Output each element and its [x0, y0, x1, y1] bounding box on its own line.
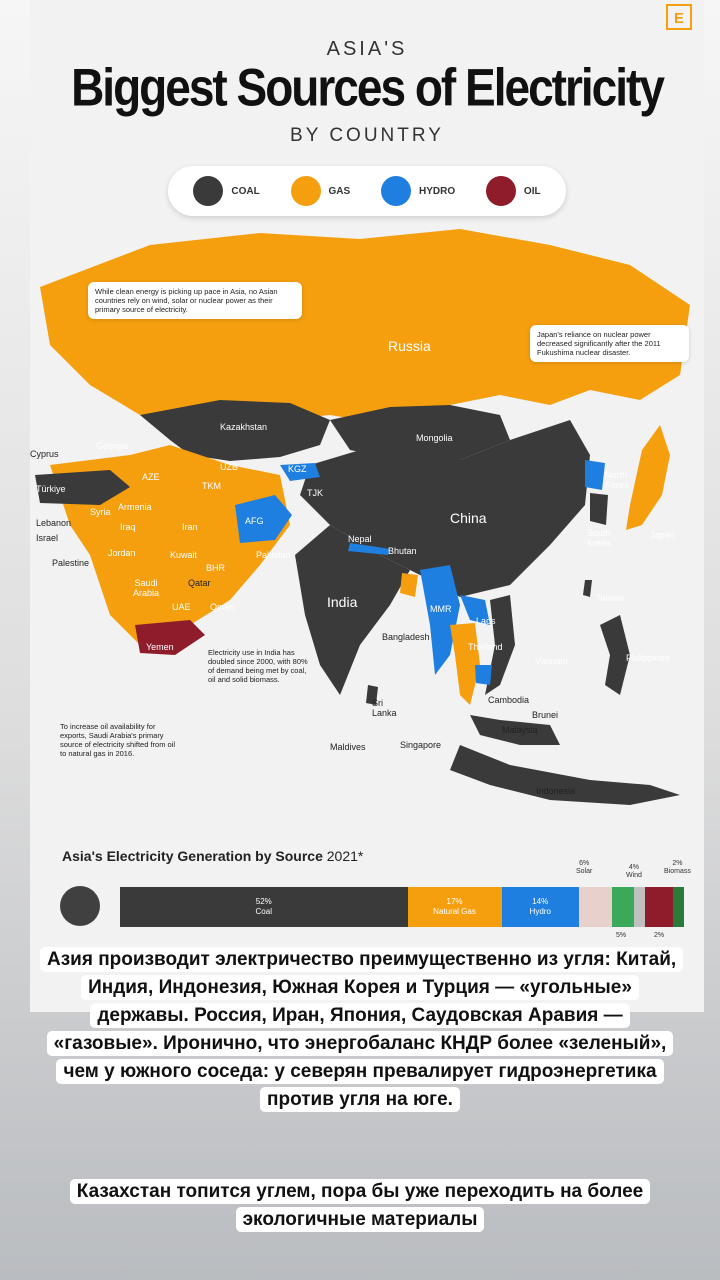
label-nepal: Nepal: [348, 534, 372, 544]
label-vietnam: Vietnam: [535, 656, 568, 666]
bar-category-label: Hydro: [529, 907, 551, 916]
label-bhutan: Bhutan: [388, 546, 417, 556]
label-bangladesh: Bangladesh: [382, 632, 430, 642]
label-turkiye: Türkiye: [36, 484, 66, 494]
label-extra-1: 5%: [616, 932, 627, 939]
label-mongolia: Mongolia: [416, 433, 453, 443]
label-philippines: Philippines: [626, 653, 670, 663]
bar-segment-other-6: [645, 887, 673, 927]
label-palestine: Palestine: [52, 558, 90, 568]
label-thailand: Thailand: [468, 642, 503, 652]
label-japan: Japan: [650, 530, 675, 540]
story-text-2: Казахстан топится углем, пора бы уже переходить на более экологичные материалы: [70, 1179, 650, 1232]
asia-globe-icon: [60, 886, 100, 926]
generation-bar: [120, 887, 684, 927]
label-north-korea: North Korea: [605, 470, 630, 490]
chart-title-text: Asia's Electricity Generation by Source: [62, 848, 323, 864]
region-north-korea: [585, 460, 605, 490]
legend-hydro-label: HYDRO: [419, 185, 456, 197]
chart-year: 2021*: [326, 848, 364, 864]
note-clean-energy: While clean energy is picking up pace in Asia, no Asian countries rely on wind, solar or nuclear power as their primary source of electricity.: [88, 282, 302, 319]
story-text-2-container: [0, 1178, 720, 1234]
label-tkm: TKM: [202, 481, 221, 491]
title-prefix: ASIA'S: [326, 38, 408, 60]
legend-gas-label: GAS: [328, 185, 351, 197]
note-india: Electricity use in India has doubled since 2000, with 80% of demand being met by coal, oil and solid biomass.: [208, 648, 308, 684]
label-sri-lanka: Sri Lanka: [372, 698, 397, 718]
bar-value-label: 14%: [532, 897, 549, 906]
label-russia: Russia: [388, 338, 431, 354]
label-mmr: MMR: [430, 604, 452, 614]
label-indonesia: Indonesia: [536, 786, 576, 796]
bar-segment-wind: [612, 887, 634, 927]
label-jordan: Jordan: [108, 548, 136, 558]
legend-oil: [486, 176, 541, 206]
bar-segment-other-7: [673, 887, 684, 927]
coal-swatch: [193, 176, 223, 206]
title-suffix: BY COUNTRY: [290, 125, 444, 146]
gas-swatch: [291, 176, 321, 206]
oil-swatch: [486, 176, 516, 206]
label-lebanon: Lebanon: [36, 518, 72, 528]
label-kazakhstan: Kazakhstan: [220, 422, 268, 432]
label-pakistan: Pakistan: [256, 550, 291, 560]
label-georgia: Georgia: [96, 441, 129, 451]
label-wind-pct: 4% Wind: [626, 864, 642, 879]
region-thailand: [450, 623, 480, 705]
hydro-swatch: [381, 176, 411, 206]
label-armenia: Armenia: [118, 502, 152, 512]
region-taiwan: [583, 580, 592, 597]
label-iraq: Iraq: [120, 522, 136, 532]
label-uzb: UZB: [220, 462, 238, 472]
note-saudi: To increase oil availability for exports, Saudi Arabia's primary source of electricity shifted from oil to natural gas in 2016.: [60, 722, 176, 758]
label-tjk: TJK: [307, 488, 324, 498]
label-taiwan: Taiwan: [596, 593, 625, 603]
label-cyprus: Cyprus: [30, 449, 59, 459]
label-kuwait: Kuwait: [170, 550, 198, 560]
label-biomass-pct: 2% Biomass: [664, 860, 691, 875]
region-bangladesh: [400, 573, 418, 597]
label-china: China: [450, 510, 487, 526]
label-aze: AZE: [142, 472, 160, 482]
label-brunei: Brunei: [532, 710, 559, 720]
bar-value-label: 17%: [446, 897, 463, 906]
label-syria: Syria: [90, 507, 111, 517]
region-cambodia: [475, 665, 492, 685]
chart-title: [62, 848, 363, 864]
note-japan: Japan's reliance on nuclear power decreased significantly after the 2011 Fukushima nuclear disaster.: [530, 325, 689, 362]
label-saudi: Saudi Arabia: [132, 578, 159, 598]
infographic-card: [30, 0, 704, 1012]
label-qatar: Qatar: [188, 578, 211, 588]
page-title: Biggest Sources of Electricity: [71, 57, 663, 117]
label-iran: Iran: [182, 522, 198, 532]
label-south-korea: South Korea: [587, 528, 612, 548]
legend-coal-label: COAL: [231, 185, 260, 197]
map-legend: [168, 166, 566, 216]
legend-coal: [193, 176, 259, 206]
label-maldives: Maldives: [330, 742, 366, 752]
story-text-1: Азия производит электричество преимущественно из угля: Китай, Индия, Индонезия, Южная Корея и Турция — «угольные» державы. Россия, Иран, Япония, Саудовская Аравия — «газовые». Иронично, что энергобаланс КНДР более «зеленый», чем у южного соседа: у северян превалирует гидроэнергетика против угля на юге.: [40, 947, 683, 1112]
publisher-logo: E: [666, 4, 692, 30]
label-solar-pct: 6% Solar: [576, 860, 593, 875]
label-malaysia: Malaysia: [502, 725, 538, 735]
bar-value-label: 52%: [255, 897, 272, 906]
bar-segment-hydro: [502, 887, 579, 927]
region-mmr: [420, 565, 460, 675]
label-yemen: Yemen: [146, 642, 174, 652]
label-india: India: [327, 594, 358, 610]
bar-segment-natural-gas: [408, 887, 502, 927]
label-uae: UAE: [172, 602, 191, 612]
region-south-korea: [590, 493, 608, 525]
legend-gas: [291, 176, 351, 206]
legend-hydro: [381, 176, 455, 206]
label-kgz: KGZ: [288, 464, 307, 474]
region-indonesia: [450, 745, 680, 805]
bar-segment-solar: [579, 887, 612, 927]
bar-segment-coal: [120, 887, 408, 927]
bar-category-label: Coal: [255, 907, 272, 916]
label-bhr: BHR: [206, 563, 226, 573]
label-israel: Israel: [36, 533, 59, 543]
bar-segment-biomass: [634, 887, 645, 927]
legend-oil-label: OIL: [523, 185, 541, 197]
bar-category-label: Natural Gas: [433, 907, 476, 916]
label-singapore: Singapore: [400, 740, 442, 750]
label-cambodia: Cambodia: [488, 695, 530, 705]
label-extra-2: 2%: [654, 932, 665, 939]
label-laos: Laos: [476, 616, 496, 626]
story-text-1-container: [0, 946, 720, 1114]
label-afg: AFG: [245, 516, 264, 526]
label-oman: Oman: [210, 602, 235, 612]
